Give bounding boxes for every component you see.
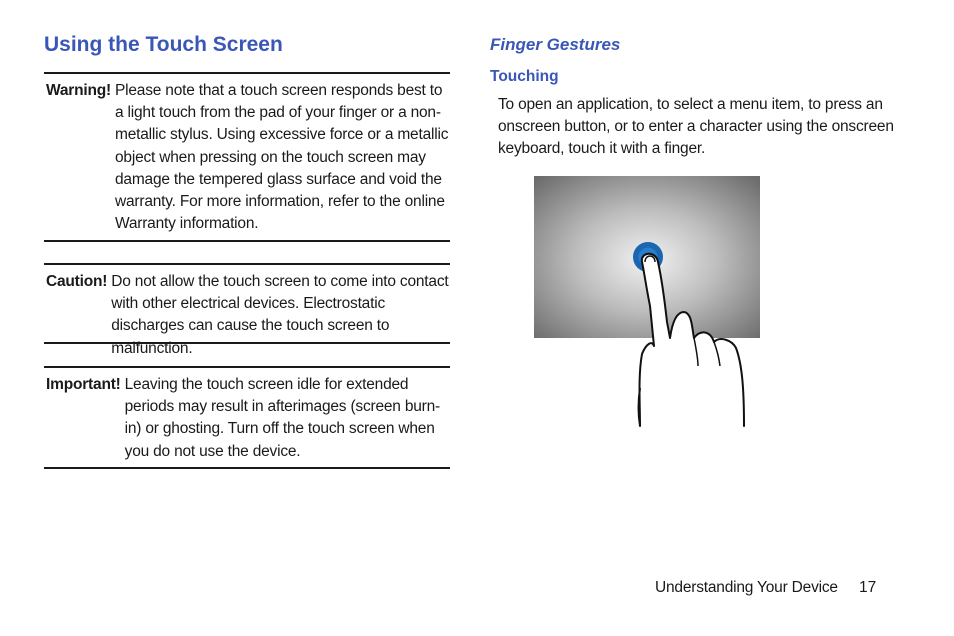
important-text: Leaving the touch screen idle for extended periods may result in afterimages (screen burn-in) or ghosting. Turn off the touch screen when you do not use the device.	[124, 376, 441, 460]
caution-label: Caution!	[46, 273, 108, 290]
touching-description: To open an application, to select a menu item, to press an onscreen button, or to enter a character using the onscreen keyboard, touch it with a finger.	[498, 96, 894, 158]
important-notice	[44, 366, 450, 469]
section-title: Using the Touch Screen	[44, 33, 283, 56]
warning-label: Warning!	[46, 82, 111, 99]
warning-notice	[44, 72, 450, 242]
warning-text: Please note that a touch screen responds best to a light touch from the pad of your finger or a non-metallic stylus. Using excessive force or a metallic object when pressing on the touch screen may damage the tempered glass surface and void the warranty. For more information, refer to the online Warranty information.	[114, 82, 449, 233]
page-number: 17	[859, 579, 877, 596]
finger-gestures-heading: Finger Gestures	[490, 35, 621, 54]
caution-text: Do not allow the touch screen to come into contact with other electrical devices. Electrostatic discharges can cause the touch screen to malfunction.	[111, 273, 449, 357]
finger-touch-icon	[534, 176, 760, 428]
caution-notice	[44, 263, 450, 357]
important-label: Important!	[46, 376, 121, 393]
finger-touch-illustration	[534, 176, 760, 428]
touching-heading: Touching	[490, 68, 559, 85]
footer-section-name: Understanding Your Device	[655, 579, 838, 596]
